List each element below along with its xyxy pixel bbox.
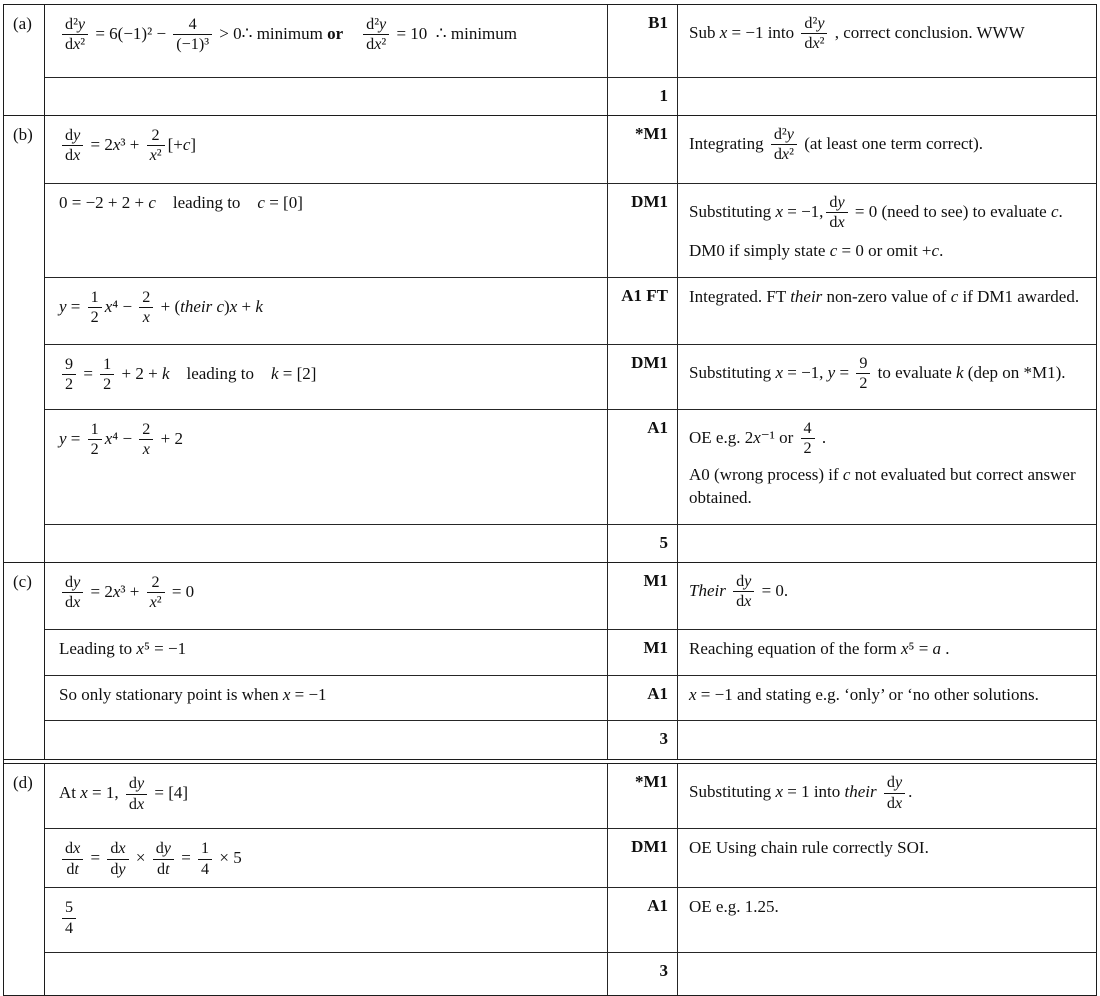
comment-cell: [677, 563, 1096, 629]
comment-cell: [677, 410, 1096, 524]
comment-line: Substituting x = −1, y = $\frac{9}{2}$ to evaluate k (dep on *M1).: [689, 354, 1066, 393]
comment-cell: [677, 116, 1096, 183]
mark-cell: *M1: [607, 764, 677, 828]
comment-cell: [677, 278, 1096, 344]
working-cell: $\frac{dy}{dx}$ = 2x³ + $\frac{2}{\text{x²}}$ = 0: [45, 563, 607, 629]
comment-line: Reaching equation of the form x⁵ = a .: [689, 638, 950, 658]
table-row: [45, 345, 1096, 410]
table-row: [45, 676, 1096, 722]
comment-line: x = −1 and stating e.g. ‘only’ or ‘no other solutions.: [689, 684, 1039, 704]
comment-line: OE e.g. 1.25.: [689, 897, 779, 917]
mark-cell: DM1: [607, 345, 677, 409]
mark-cell: A1: [607, 410, 677, 524]
working-cell: y = $\frac{1}{2}$ x⁴ − $\frac{2}{x}$ + 2: [59, 420, 183, 459]
part-label: (b): [4, 116, 45, 562]
working-cell: [45, 78, 607, 115]
table-row: [45, 410, 1096, 525]
comment-cell: [677, 630, 1096, 675]
comment-line: Integrated. FT their non-zero value of c if DM1 awarded.: [689, 286, 1080, 306]
table-row: [45, 888, 1096, 953]
working-cell: y = $\frac{1}{2}$ x⁴ − $\frac{2}{x}$ + (their c)x + k: [59, 288, 263, 327]
working-cell: Leading to x⁵ = −1: [59, 638, 187, 658]
mark-cell: M1: [607, 630, 677, 675]
comment-cell: [677, 764, 1096, 828]
comment-line: A0 (wrong process) if c not evaluated but correct answer obtained.: [689, 464, 1076, 507]
table-row: [45, 764, 1096, 829]
part-label: (d): [4, 764, 45, 995]
table-row: [45, 184, 1096, 278]
working-cell: [45, 721, 607, 759]
comment-cell: [677, 829, 1096, 887]
total-marks-cell: 1: [607, 78, 677, 115]
comment-cell: [677, 525, 1096, 562]
working-cell: $\frac{\text{d²y}}{\text{dx²}}$ = 6(−1)² − $\frac{4}{\text{(−1)³}}$ > 0∴ minimum or $\frac{\text{d²y}}{\text{dx²}}$ = 10 ∴ minimum: [45, 5, 607, 77]
table-row: [45, 829, 1096, 888]
working-cell: At x = 1, $\frac{dy}{dx}$ = [4]: [59, 775, 189, 813]
comment-line: OE Using chain rule correctly SOI.: [689, 838, 929, 858]
mark-cell: M1: [607, 563, 677, 629]
table-row: [45, 721, 1096, 759]
table-row: [45, 563, 1096, 630]
table-row: [45, 5, 1096, 78]
comment-line: Substituting x = −1, $\frac{dy}{dx}$ = 0 (need to see) to evaluate c.: [689, 194, 1063, 232]
mark-cell: A1 FT: [607, 278, 677, 344]
mark-cell: A1: [607, 676, 677, 721]
total-marks-cell: 5: [607, 525, 677, 562]
comment-line: Integrating $\frac{\text{d²y}}{\text{dx²}}$ (at least one term correct).: [689, 126, 984, 164]
table-row: [45, 278, 1096, 345]
comment-cell: [677, 345, 1096, 409]
mark-cell: DM1: [607, 829, 677, 887]
part-section-d: [4, 764, 1096, 995]
working-cell: $\frac{dx}{dt}$ = $\frac{dx}{dy}$ × $\frac{dy}{dt}$ = $\frac{1}{4}$ × 5: [45, 829, 607, 887]
working-cell: $\frac{dy}{dx}$ = 2x³ + $\frac{2}{\text{x²}}$ [+c]: [45, 116, 607, 183]
table-row: [45, 630, 1096, 676]
comment-cell: [677, 721, 1096, 759]
part-label: (c): [4, 563, 45, 760]
total-marks-cell: 3: [607, 953, 677, 995]
comment-cell: [677, 5, 1096, 77]
working-cell: [45, 525, 607, 562]
comment-line: Sub x = −1 into $\frac{\text{d²y}}{\text{dx²}}$ , correct conclusion. WWW: [689, 15, 1025, 53]
working-cell: $\frac{5}{4}$: [45, 888, 607, 952]
mark-cell: A1: [607, 888, 677, 952]
comment-cell: [677, 953, 1096, 995]
table-row: [45, 953, 1096, 995]
part-section-a: [4, 5, 1096, 116]
mark-cell: DM1: [607, 184, 677, 277]
table-row: [45, 78, 1096, 115]
mark-cell: B1: [607, 5, 677, 77]
working-cell: [45, 953, 607, 995]
comment-line: DM0 if simply state c = 0 or omit +c.: [689, 240, 944, 260]
table-row: [45, 116, 1096, 184]
working-cell: 0 = −2 + 2 + c leading to c = [0]: [59, 193, 303, 212]
mark-cell: *M1: [607, 116, 677, 183]
total-marks-cell: 3: [607, 721, 677, 759]
part-label: (a): [4, 5, 45, 115]
table-row: [45, 525, 1096, 562]
comment-line: Their $\frac{dy}{dx}$ = 0.: [689, 572, 789, 610]
comment-cell: [677, 78, 1096, 115]
part-section-b: [4, 116, 1096, 563]
comment-cell: [677, 184, 1096, 277]
comment-cell: [677, 676, 1096, 721]
mark-scheme-table: [3, 4, 1097, 996]
comment-cell: [677, 888, 1096, 952]
comment-line: Substituting x = 1 into their $\frac{dy}{dx}$ .: [689, 774, 913, 812]
working-cell: So only stationary point is when x = −1: [59, 684, 327, 704]
comment-line: OE e.g. 2x⁻¹ or $\frac{4}{2}$ .: [689, 419, 827, 458]
part-section-c: [4, 563, 1096, 761]
working-cell: $\frac{9}{2}$ = $\frac{1}{2}$ + 2 + k leading to k = [2]: [45, 345, 607, 409]
